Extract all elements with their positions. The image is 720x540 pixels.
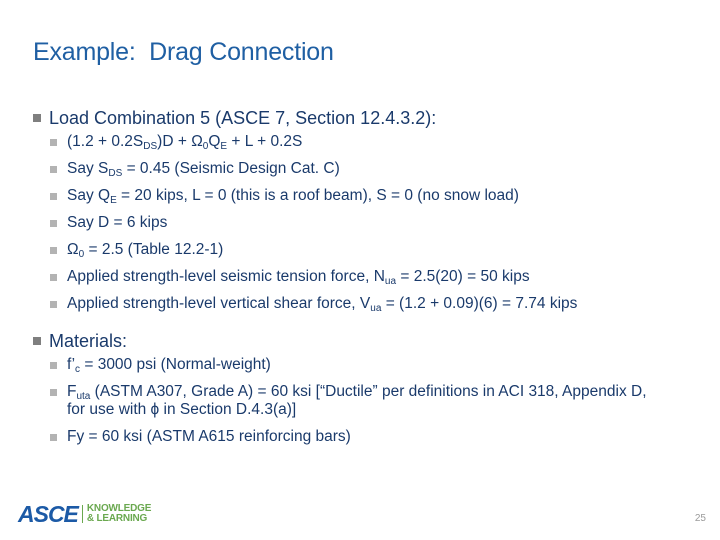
logo-brand: ASCE bbox=[18, 501, 78, 527]
sub-bullet: Say $Q_E = 20$ kips, L = 0 (this is a roof beam), S = 0 (no snow load) bbox=[50, 187, 713, 205]
sub-bullet: $F_{uta}$ (ASTM A307, Grade A) = 60 ksi [“Ductile” per definitions in ACI 318, Appendix D, for use with ϕ in Section D.4.3(a)] bbox=[50, 383, 647, 419]
sub-bullet: Fy = 60 ksi (ASTM A615 reinforcing bars) bbox=[50, 428, 713, 446]
bullet-load-combination bbox=[33, 107, 713, 129]
asce-logo bbox=[18, 503, 151, 525]
square-bullet-icon bbox=[33, 337, 41, 345]
square-bullet-icon bbox=[50, 434, 57, 441]
sub-bullet: Applied strength-level vertical shear force, $V_{ua} = (1.2 + 0.09)(6) = 7.74$ kips bbox=[50, 295, 713, 313]
square-bullet-icon bbox=[33, 114, 41, 122]
square-bullet-icon bbox=[50, 247, 57, 254]
square-bullet-icon bbox=[50, 301, 57, 308]
square-bullet-icon bbox=[50, 139, 57, 146]
sub-bullet: Say D = 6 kips bbox=[50, 214, 713, 232]
slide-title: Example: Drag Connection bbox=[33, 38, 334, 66]
sub-bullet: $\Omega_0 = 2.5$ (Table 12.2-1) bbox=[50, 241, 713, 259]
square-bullet-icon bbox=[50, 220, 57, 227]
sub-bullet: Say $S_{DS} = 0.45$ (Seismic Design Cat. C) bbox=[50, 160, 713, 178]
bullet-heading: Load Combination 5 (ASCE 7, Section 12.4.3.2): bbox=[49, 108, 437, 128]
square-bullet-icon bbox=[50, 193, 57, 200]
bullet-heading: Materials: bbox=[49, 331, 128, 351]
bullet-materials bbox=[33, 330, 713, 352]
square-bullet-icon bbox=[50, 362, 57, 369]
logo-tagline: KNOWLEDGE & LEARNING bbox=[86, 503, 152, 524]
sub-bullet: $(1.2 + 0.2S_{DS})D + \Omega_0Q_E + L + 0.2S$ bbox=[50, 133, 713, 151]
square-bullet-icon bbox=[50, 166, 57, 173]
logo-divider bbox=[82, 505, 83, 523]
page-number: 25 bbox=[694, 513, 706, 524]
square-bullet-icon bbox=[50, 274, 57, 281]
square-bullet-icon bbox=[50, 389, 57, 396]
slide-content bbox=[33, 107, 713, 455]
sub-bullet: $f’_c = 3000$ psi (Normal-weight) bbox=[50, 356, 713, 374]
sub-bullet: Applied strength-level seismic tension force, $N_{ua} = 2.5(20) = 50$ kips bbox=[50, 268, 713, 286]
